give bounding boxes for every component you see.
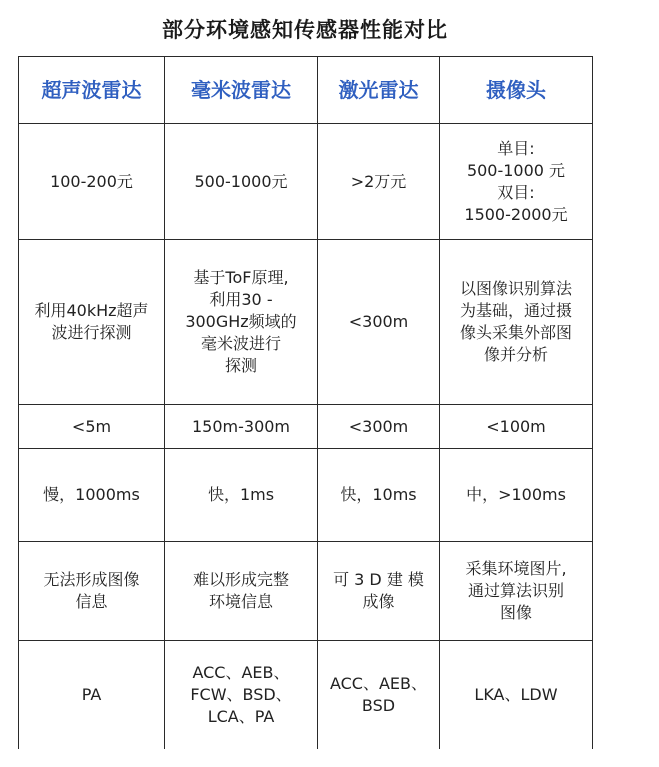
table-cell: 快，1ms: [165, 449, 318, 542]
table-cell: 慢，1000ms: [19, 449, 165, 542]
table-cell: ACC、AEB、 FCW、BSD、 LCA、PA: [165, 641, 318, 750]
header-row: [19, 57, 593, 124]
table-row-cost: [19, 124, 593, 240]
table-cell: 利用40kHz超声 波进行探测: [19, 240, 165, 405]
table-cell: 以图像识别算法 为基础，通过摄 像头采集外部图 像并分析: [440, 240, 593, 405]
table-cell: <300m: [318, 405, 440, 449]
table-cell: 快，10ms: [318, 449, 440, 542]
header-lidar: 激光雷达: [318, 57, 440, 124]
table-cell: LKA、LDW: [440, 641, 593, 750]
table-cell: 基于ToF原理, 利用30 - 300GHz频域的 毫米波进行 探测: [165, 240, 318, 405]
table-cell: <300m: [318, 240, 440, 405]
table-cell: 单目: 500-1000 元 双目: 1500-2000元: [440, 124, 593, 240]
table-row-response: [19, 449, 593, 542]
header-millimeter-wave-radar: 毫米波雷达: [165, 57, 318, 124]
table-cell: 采集环境图片, 通过算法识别 图像: [440, 542, 593, 641]
table-cell: ACC、AEB、 BSD: [318, 641, 440, 750]
table-cell: 100-200元: [19, 124, 165, 240]
table-row-range: [19, 405, 593, 449]
table-cell: 难以形成完整 环境信息: [165, 542, 318, 641]
table-cell: <100m: [440, 405, 593, 449]
table-cell: 中，>100ms: [440, 449, 593, 542]
table-cell: 150m-300m: [165, 405, 318, 449]
table-cell: 无法形成图像 信息: [19, 542, 165, 641]
table-title: 部分环境感知传感器性能对比: [162, 18, 448, 42]
table-row-principle: [19, 240, 593, 405]
table-row-applications: [19, 641, 593, 750]
table-cell: 可 3 D 建 模 成像: [318, 542, 440, 641]
table-cell: PA: [19, 641, 165, 750]
header-ultrasonic-radar: 超声波雷达: [19, 57, 165, 124]
table-row-imaging: [19, 542, 593, 641]
table-cell: 500-1000元: [165, 124, 318, 240]
table-cell: <5m: [19, 405, 165, 449]
sensor-comparison-table: [18, 56, 593, 749]
header-camera: 摄像头: [440, 57, 593, 124]
table-cell: >2万元: [318, 124, 440, 240]
